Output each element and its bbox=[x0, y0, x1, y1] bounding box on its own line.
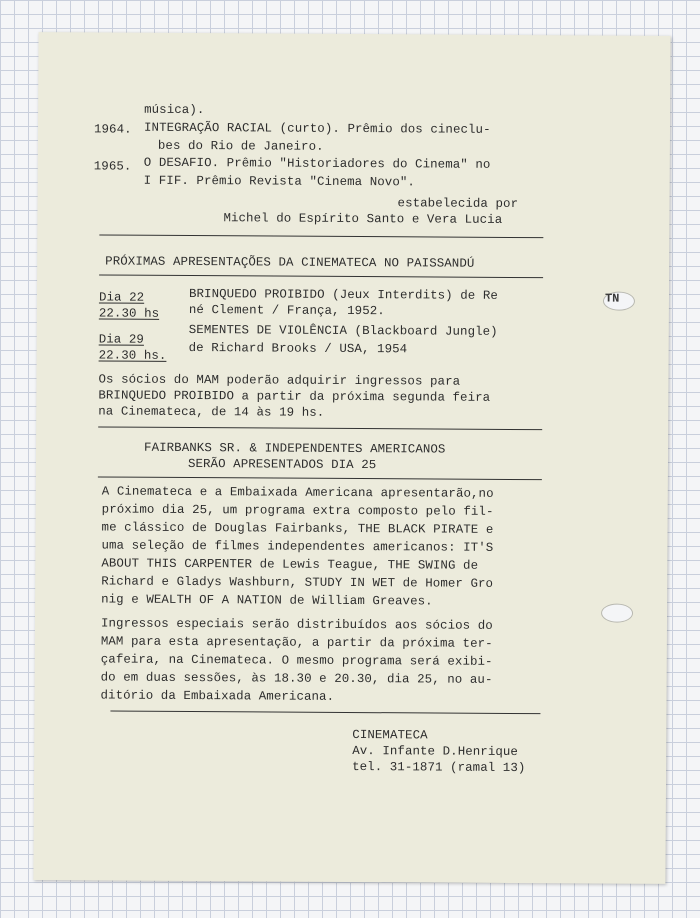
footer-org: CINEMATECA bbox=[352, 728, 428, 743]
punch-hole-bottom bbox=[601, 604, 633, 623]
filmography-line: I FIF. Prêmio Revista "Cinema Novo". bbox=[143, 173, 416, 190]
divider bbox=[110, 711, 540, 715]
paragraph-line: uma seleção de filmes independentes americanos: IT'S bbox=[101, 538, 494, 555]
divider bbox=[98, 426, 542, 430]
credit-line: Michel do Espírito Santo e Vera Lucia bbox=[223, 211, 503, 227]
paragraph-line: MAM para esta apresentação, a partir da próxima ter- bbox=[100, 634, 493, 651]
divider bbox=[99, 234, 543, 238]
credit-line: estabelecida por bbox=[397, 196, 519, 212]
screening-day: Dia 29 bbox=[98, 332, 144, 347]
screening-note: Os sócios do MAM poderão adquirir ingressos para bbox=[98, 372, 461, 389]
paragraph-line: Richard e Gladys Washburn, STUDY IN WET de Homer Gro bbox=[101, 574, 494, 591]
paragraph-line: nig e WEALTH OF A NATION de William Greaves. bbox=[101, 592, 433, 609]
screening-time: 22.30 hs. bbox=[98, 348, 167, 363]
screening-day: Dia 22 bbox=[98, 290, 145, 305]
footer-address: Av. Infante D.Henrique bbox=[352, 744, 519, 760]
filmography-line: bes do Rio de Janeiro. bbox=[157, 138, 324, 154]
screening-film: BRINQUEDO PROIBIDO (Jeux Interdits) de Re bbox=[188, 287, 499, 303]
divider bbox=[99, 274, 543, 278]
paragraph-line: Ingressos especiais serão distribuídos aos sócios do bbox=[100, 616, 493, 633]
paragraph-line: ditório da Embaixada Americana. bbox=[100, 688, 335, 704]
paragraph-line: próximo dia 25, um programa extra composto pelo fil- bbox=[101, 502, 494, 519]
section-heading: PRÓXIMAS APRESENTAÇÕES DA CINEMATECA NO PAISSANDÚ bbox=[105, 254, 475, 271]
paragraph-line: ABOUT THIS CARPENTER de Lewis Teague, THE SWING de bbox=[101, 556, 479, 573]
footer-phone: tel. 31-1871 (ramal 13) bbox=[352, 760, 526, 776]
filmography-year: 1964. bbox=[93, 122, 132, 137]
paragraph-line: do em duas sessões, às 18.30 e 20.30, dia 25, no au- bbox=[100, 670, 493, 687]
filmography-line: O DESAFIO. Prêmio "Historiadores do Cinema" no bbox=[143, 155, 491, 172]
margin-mark: TN bbox=[604, 291, 620, 306]
divider bbox=[98, 476, 542, 480]
paragraph-line: çafeira, na Cinemateca. O mesmo programa será exibi- bbox=[100, 652, 493, 669]
filmography-year: 1965. bbox=[93, 159, 132, 174]
screening-film: de Richard Brooks / USA, 1954 bbox=[188, 341, 408, 357]
screening-film: SEMENTES DE VIOLÊNCIA (Blackboard Jungle) bbox=[188, 323, 498, 339]
paragraph-line: A Cinemateca e a Embaixada Americana apresentarão,no bbox=[101, 484, 494, 501]
screening-time: 22.30 hs bbox=[98, 306, 160, 321]
section-heading: SERÃO APRESENTADOS DIA 25 bbox=[187, 456, 377, 473]
paragraph-line: me clássico de Douglas Fairbanks, THE BLACK PIRATE e bbox=[101, 520, 494, 537]
document-page bbox=[33, 32, 670, 884]
screening-note: BRINQUEDO PROIBIDO a partir da próxima segunda feira bbox=[98, 388, 491, 405]
screening-film: né Clement / França, 1952. bbox=[188, 303, 385, 319]
filmography-line: INTEGRAÇÃO RACIAL (curto). Prêmio dos cineclu- bbox=[143, 120, 491, 137]
screening-note: na Cinemateca, de 14 às 19 hs. bbox=[98, 404, 325, 420]
filmography-line: música). bbox=[144, 102, 205, 118]
section-heading: FAIRBANKS SR. & INDEPENDENTES AMERICANOS bbox=[144, 440, 446, 457]
